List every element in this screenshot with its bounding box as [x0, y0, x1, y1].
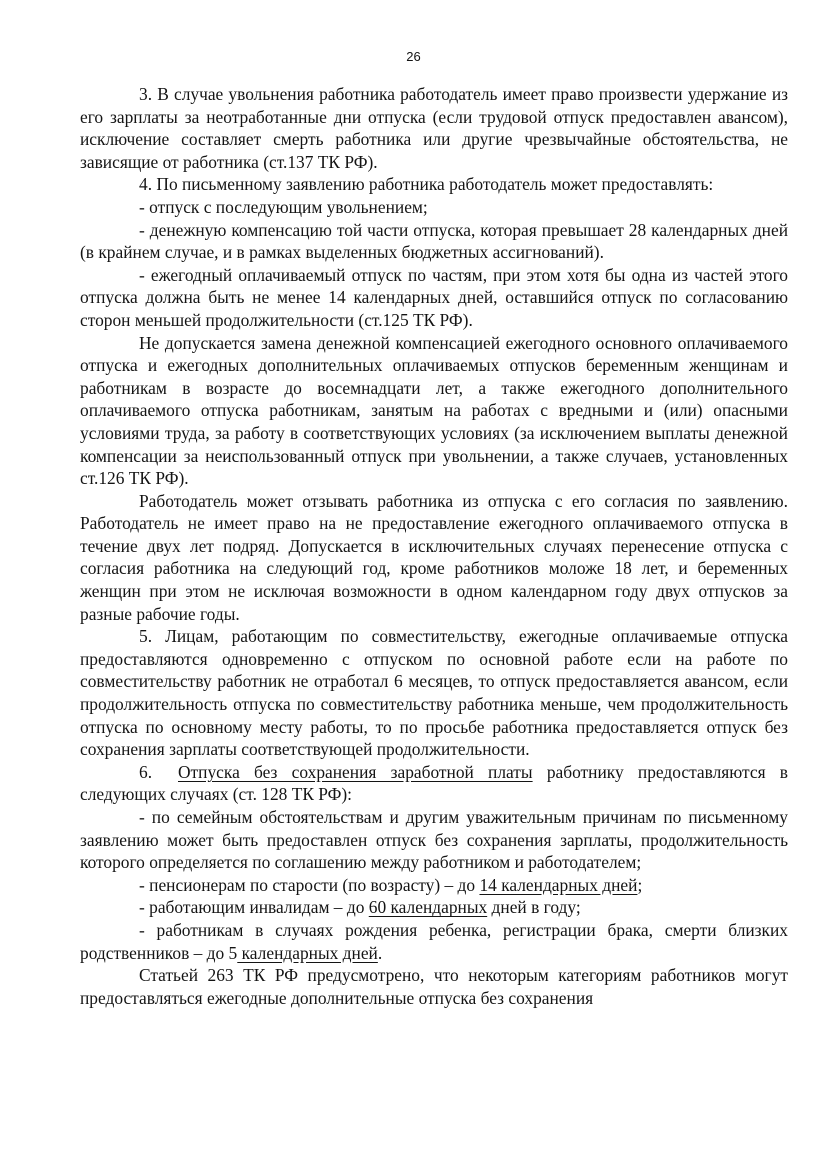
item-6-number: 6.: [139, 761, 153, 782]
list-item-family-events: [80, 919, 788, 964]
disabled-end: дней в году;: [487, 897, 581, 918]
paragraph-item-4: 4. По письменному заявлению работника работодатель может предоставлять:: [139, 174, 714, 195]
family-events-days-underlined: календарных дней: [237, 942, 378, 963]
pensioners-text: - пенсионерам по старости (по возрасту) – до: [139, 874, 480, 895]
paragraph-article-263: Статьей 263 ТК РФ предусмотрено, что некоторым категориям работников могут предоставляться ежегодные дополнительные отпуска без сохранения: [80, 965, 788, 1008]
paragraph-recall-from-leave: Работодатель может отзывать работника из отпуска с его согласия по заявлению. Работодатель не имеет право на не предоставление ежегодного оплачиваемого отпуска в течение двух лет подряд. Допускается в исключительных случаях перенесение отпуска с согласия работника на следующий год, кроме работников моложе 18 лет, и беременных женщин при этом не исключая возможности в одном календарном году двух отпусков за разные рабочие годы.: [80, 490, 788, 624]
paragraph-item-3: 3. В случае увольнения работника работодатель имеет право произвести удержание из его зарплаты за неотработанные дни отпуска (если трудовой отпуск предоставлен авансом), исключение составляет смерть работника или другие чрезвычайные обстоятельства, не зависящие от работника (ст.137 ТК РФ).: [80, 84, 788, 172]
paragraph-compensation-prohibition: Не допускается замена денежной компенсацией ежегодного основного оплачиваемого отпуска и ежегодных дополнительных оплачиваемых отпусков беременным женщинам и работникам в возрасте до восемнадцати лет, а также ежегодного дополнительного оплачиваемого отпуска работникам, занятым на работах с вредными и (или) опасными условиями труда, за работу в соответствующих условиях (за исключением выплаты денежной компенсации за неиспользованный отпуск при увольнении, а также случаев, установленных ст.126 ТК РФ).: [80, 332, 788, 489]
list-item-pensioners: [80, 874, 788, 897]
family-events-end: .: [377, 942, 383, 963]
list-item-disabled-workers: [80, 896, 788, 919]
item-6-text: работнику предоставляются в следующих случаях (ст. 128 ТК РФ):: [80, 761, 789, 805]
paragraph-item-6: [80, 761, 788, 806]
pensioners-end: ;: [637, 874, 643, 895]
pensioners-days-underlined: 14 календарных дней: [479, 874, 638, 895]
list-item-monetary-compensation: - денежную компенсацию той части отпуска, которая превышает 28 календарных дней (в крайнем случае, и в рамках выделенных бюджетных ассигнований).: [80, 219, 788, 263]
page-number: 26: [406, 49, 421, 64]
item-6-underlined-heading: Отпуска без сохранения заработной платы: [178, 761, 533, 782]
disabled-days-underlined: 60 календарных: [368, 897, 488, 918]
paragraph-item-5: 5. Лицам, работающим по совместительству, ежегодные оплачиваемые отпуска предоставляются одновременно с отпуском по основной работе если на работе по совместительству работник не отработал 6 месяцев, то отпуск предоставляется авансом, если продолжительность отпуска по совместительству работника меньше, чем продолжительность отпуска по основному месту работы, то по просьбе работника предоставляется отпуск без сохранения зарплаты соответствующей продолжительности.: [80, 626, 788, 760]
disabled-text: - работающим инвалидам – до: [139, 897, 369, 918]
document-body: [80, 83, 788, 1009]
list-item-family-circumstances: - по семейным обстоятельствам и другим уважительным причинам по письменному заявлению может быть предоставлен отпуск без сохранения зарплаты, продолжительность которого определяется по соглашению между работником и работодателем;: [80, 807, 788, 873]
list-item-leave-in-parts: - ежегодный оплачиваемый отпуск по частям, при этом хотя бы одна из частей этого отпуска должна быть не менее 14 календарных дней, оставшийся отпуск по согласованию сторон меньшей продолжительности (ст.125 ТК РФ).: [80, 264, 788, 330]
list-item-dismissal-leave: - отпуск с последующим увольнением;: [139, 196, 428, 217]
family-events-text: - работникам в случаях рождения ребенка, регистрации брака, смерти близких родственников – до 5: [80, 919, 788, 963]
